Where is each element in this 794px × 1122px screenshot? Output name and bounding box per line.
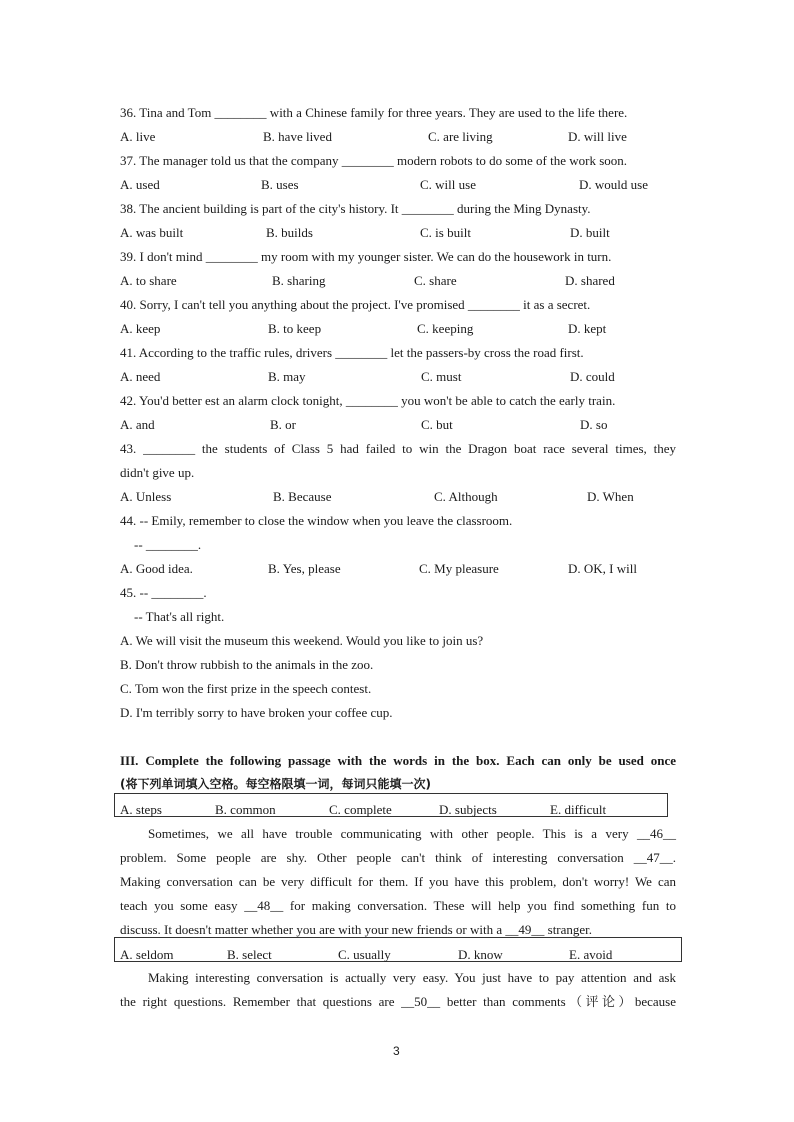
q36-option-d: D. will live <box>568 129 627 144</box>
question-39-stem: 39. I don't mind ________ my room with my younger sister. We can do the housework in turn. <box>120 249 612 264</box>
passage-1-line-1: Sometimes, we all have trouble communicating with other people. This is a very __46__ <box>148 826 676 841</box>
q45-option-d: D. I'm terribly sorry to have broken your coffee cup. <box>120 705 393 720</box>
page-number: 3 <box>393 1044 400 1058</box>
question-43-stem-line1: 43. ________ the students of Class 5 had failed to win the Dragon boat race several times, they <box>120 441 676 456</box>
question-40-stem: 40. Sorry, I can't tell you anything about the project. I've promised ________ it as a secret. <box>120 297 591 312</box>
q44-option-d: D. OK, I will <box>568 561 637 576</box>
question-43-stem-line2: didn't give up. <box>120 465 195 480</box>
q40-option-b: B. to keep <box>268 321 322 336</box>
q39-option-d: D. shared <box>565 273 615 288</box>
box1-word-a: A. steps <box>120 802 162 817</box>
q40-option-a: A. keep <box>120 321 161 336</box>
q43-option-a: A. Unless <box>120 489 172 504</box>
box1-word-c: C. complete <box>329 802 392 817</box>
q40-option-d: D. kept <box>568 321 607 336</box>
box2-word-c: C. usually <box>338 947 391 962</box>
box2-word-d: D. know <box>458 947 503 962</box>
q42-option-b: B. or <box>270 417 296 432</box>
q37-option-d: D. would use <box>579 177 648 192</box>
q45-option-a: A. We will visit the museum this weekend. Would you like to join us? <box>120 633 484 648</box>
box2-word-b: B. select <box>227 947 272 962</box>
question-45-stem: 45. -- ________. <box>120 585 207 600</box>
q38-option-c: C. is built <box>420 225 471 240</box>
question-37-stem: 37. The manager told us that the company ________ modern robots to do some of the work soon. <box>120 153 628 168</box>
q39-option-b: B. sharing <box>272 273 326 288</box>
box1-word-d: D. subjects <box>439 802 497 817</box>
q42-option-d: D. so <box>580 417 608 432</box>
passage-1-line-2: problem. Some people are shy. Other people can't think of interesting conversation __47__. <box>120 850 676 865</box>
q43-option-b: B. Because <box>273 489 332 504</box>
q39-option-c: C. share <box>414 273 457 288</box>
q45-option-b: B. Don't throw rubbish to the animals in the zoo. <box>120 657 374 672</box>
q41-option-c: C. must <box>421 369 462 384</box>
section-3-instruction: (将下列单词填入空格。每空格限填一词，每词只能填一次) <box>120 777 431 791</box>
q41-option-b: B. may <box>268 369 306 384</box>
q43-option-c: C. Although <box>434 489 498 504</box>
box1-word-b: B. common <box>215 802 276 817</box>
q36-option-c: C. are living <box>428 129 493 144</box>
q43-option-d: D. When <box>587 489 634 504</box>
q41-option-a: A. need <box>120 369 161 384</box>
question-41-stem: 41. According to the traffic rules, drivers ________ let the passers-by cross the road first. <box>120 345 584 360</box>
q38-option-b: B. builds <box>266 225 313 240</box>
q37-option-a: A. used <box>120 177 160 192</box>
q39-option-a: A. to share <box>120 273 177 288</box>
box2-word-e: E. avoid <box>569 947 613 962</box>
q42-option-c: C. but <box>421 417 453 432</box>
q36-option-b: B. have lived <box>263 129 332 144</box>
q38-option-a: A. was built <box>120 225 184 240</box>
q40-option-c: C. keeping <box>417 321 474 336</box>
passage-2-line-1: Making interesting conversation is actually very easy. You just have to pay attention and ask <box>148 970 676 985</box>
question-44-reply: -- ________. <box>134 537 202 552</box>
question-38-stem: 38. The ancient building is part of the city's history. It ________ during the Ming Dynasty. <box>120 201 591 216</box>
box2-word-a: A. seldom <box>120 947 174 962</box>
passage-2-line-2: the right questions. Remember that questions are __50__ better than comments（评论）because <box>120 994 676 1009</box>
q37-option-c: C. will use <box>420 177 476 192</box>
passage-1-line-4: teach you some easy __48__ for making conversation. These will help you find something fun to <box>120 898 676 913</box>
question-45-reply: -- That's all right. <box>134 609 225 624</box>
passage-1-line-5: discuss. It doesn't matter whether you are with your new friends or with a __49__ stranger. <box>120 922 593 937</box>
q38-option-d: D. built <box>570 225 610 240</box>
q44-option-a: A. Good idea. <box>120 561 193 576</box>
question-44-stem: 44. -- Emily, remember to close the window when you leave the classroom. <box>120 513 513 528</box>
q44-option-c: C. My pleasure <box>419 561 499 576</box>
q41-option-d: D. could <box>570 369 615 384</box>
q37-option-b: B. uses <box>261 177 299 192</box>
section-3-heading: III. Complete the following passage with the words in the box. Each can only be used once <box>120 753 676 768</box>
q36-option-a: A. live <box>120 129 156 144</box>
q45-option-c: C. Tom won the first prize in the speech contest. <box>120 681 372 696</box>
q44-option-b: B. Yes, please <box>268 561 341 576</box>
passage-1-line-3: Making conversation can be very difficult for them. If you have this problem, don't worry! We can <box>120 874 676 889</box>
q42-option-a: A. and <box>120 417 155 432</box>
question-42-stem: 42. You'd better est an alarm clock tonight, ________ you won't be able to catch the early train. <box>120 393 616 408</box>
box1-word-e: E. difficult <box>550 802 607 817</box>
question-36-stem: 36. Tina and Tom ________ with a Chinese family for three years. They are used to the life there. <box>120 105 628 120</box>
